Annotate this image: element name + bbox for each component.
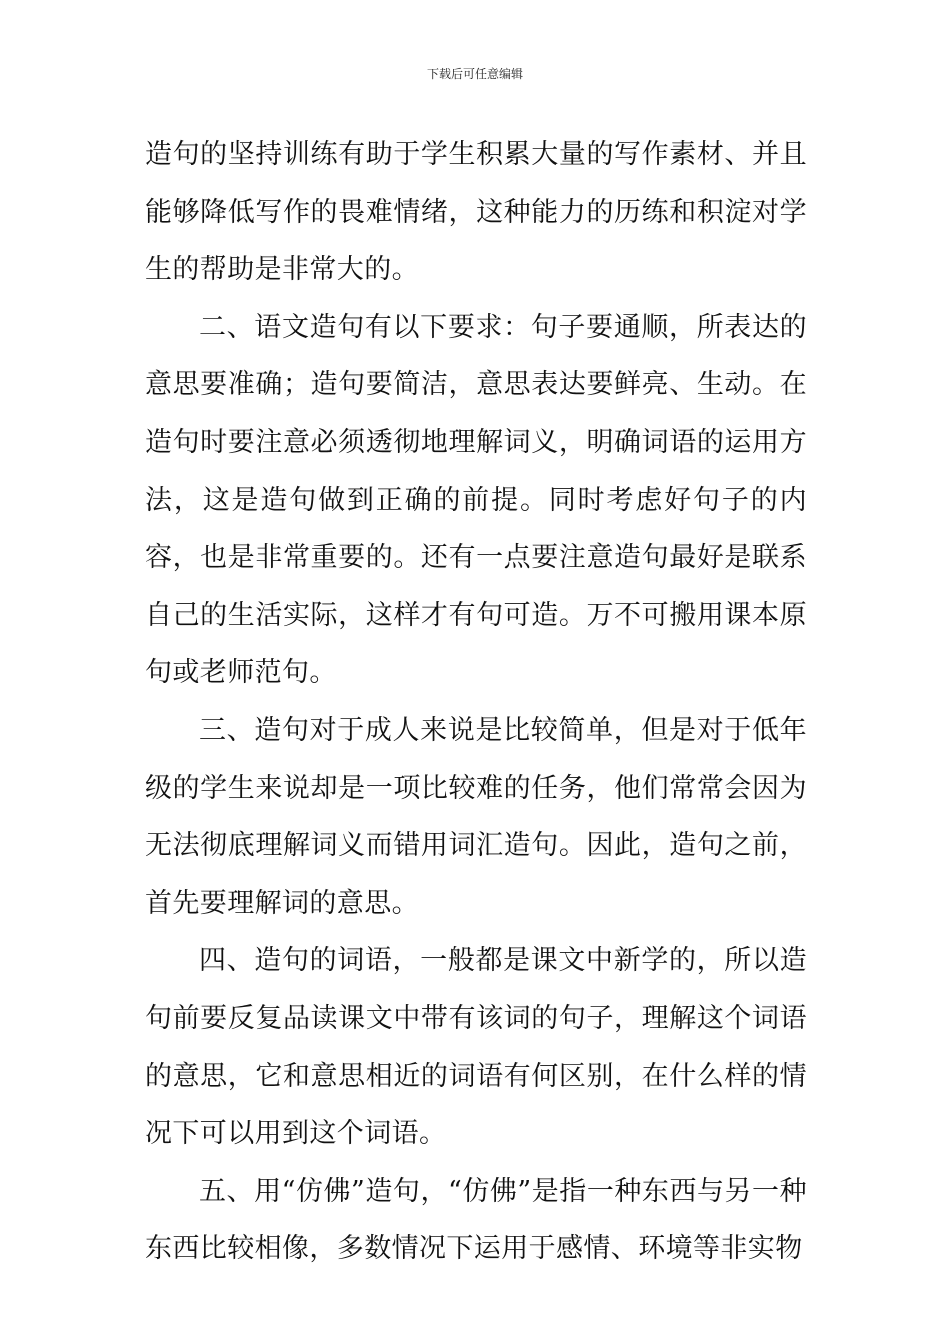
- paragraph-section-4: 四、造句的词语，一般都是课文中新学的，所以造句前要反复品读课文中带有该词的句子，理解这个词语的意思，它和意思相近的词语有何区别，在什么样的情况下可以用到这个词语。: [145, 945, 807, 1150]
- document-body: [145, 126, 807, 1278]
- paragraph-section-2: 二、语文造句有以下要求：句子要通顺，所表达的意思要准确；造句要简洁，意思表达要鲜亮、生动。在造句时要注意必须透彻地理解词义，明确词语的运用方法，这是造句做到正确的前提。同时考虑好句子的内容，也是非常重要的。还有一点要注意造句最好是联系自己的生活实际，这样才有句可造。万不可搬用课本原句或老师范句。: [145, 311, 807, 689]
- paragraph-continuation: 造句的坚持训练有助于学生积累大量的写作素材、并且能够降低写作的畏难情绪，这种能力的历练和积淀对学生的帮助是非常大的。: [145, 139, 807, 286]
- page-header: 下载后可任意编辑: [426, 67, 523, 81]
- paragraph-section-5: 五、用“仿佛”造句，“仿佛”是指一种东西与另一种东西比较相像，多数情况下运用于感情、环境等非实物: [145, 1175, 807, 1265]
- paragraph-section-3: 三、造句对于成人来说是比较简单，但是对于低年级的学生来说却是一项比较难的任务，他们常常会因为无法彻底理解词义而错用词汇造句。因此，造句之前，首先要理解词的意思。: [145, 714, 807, 919]
